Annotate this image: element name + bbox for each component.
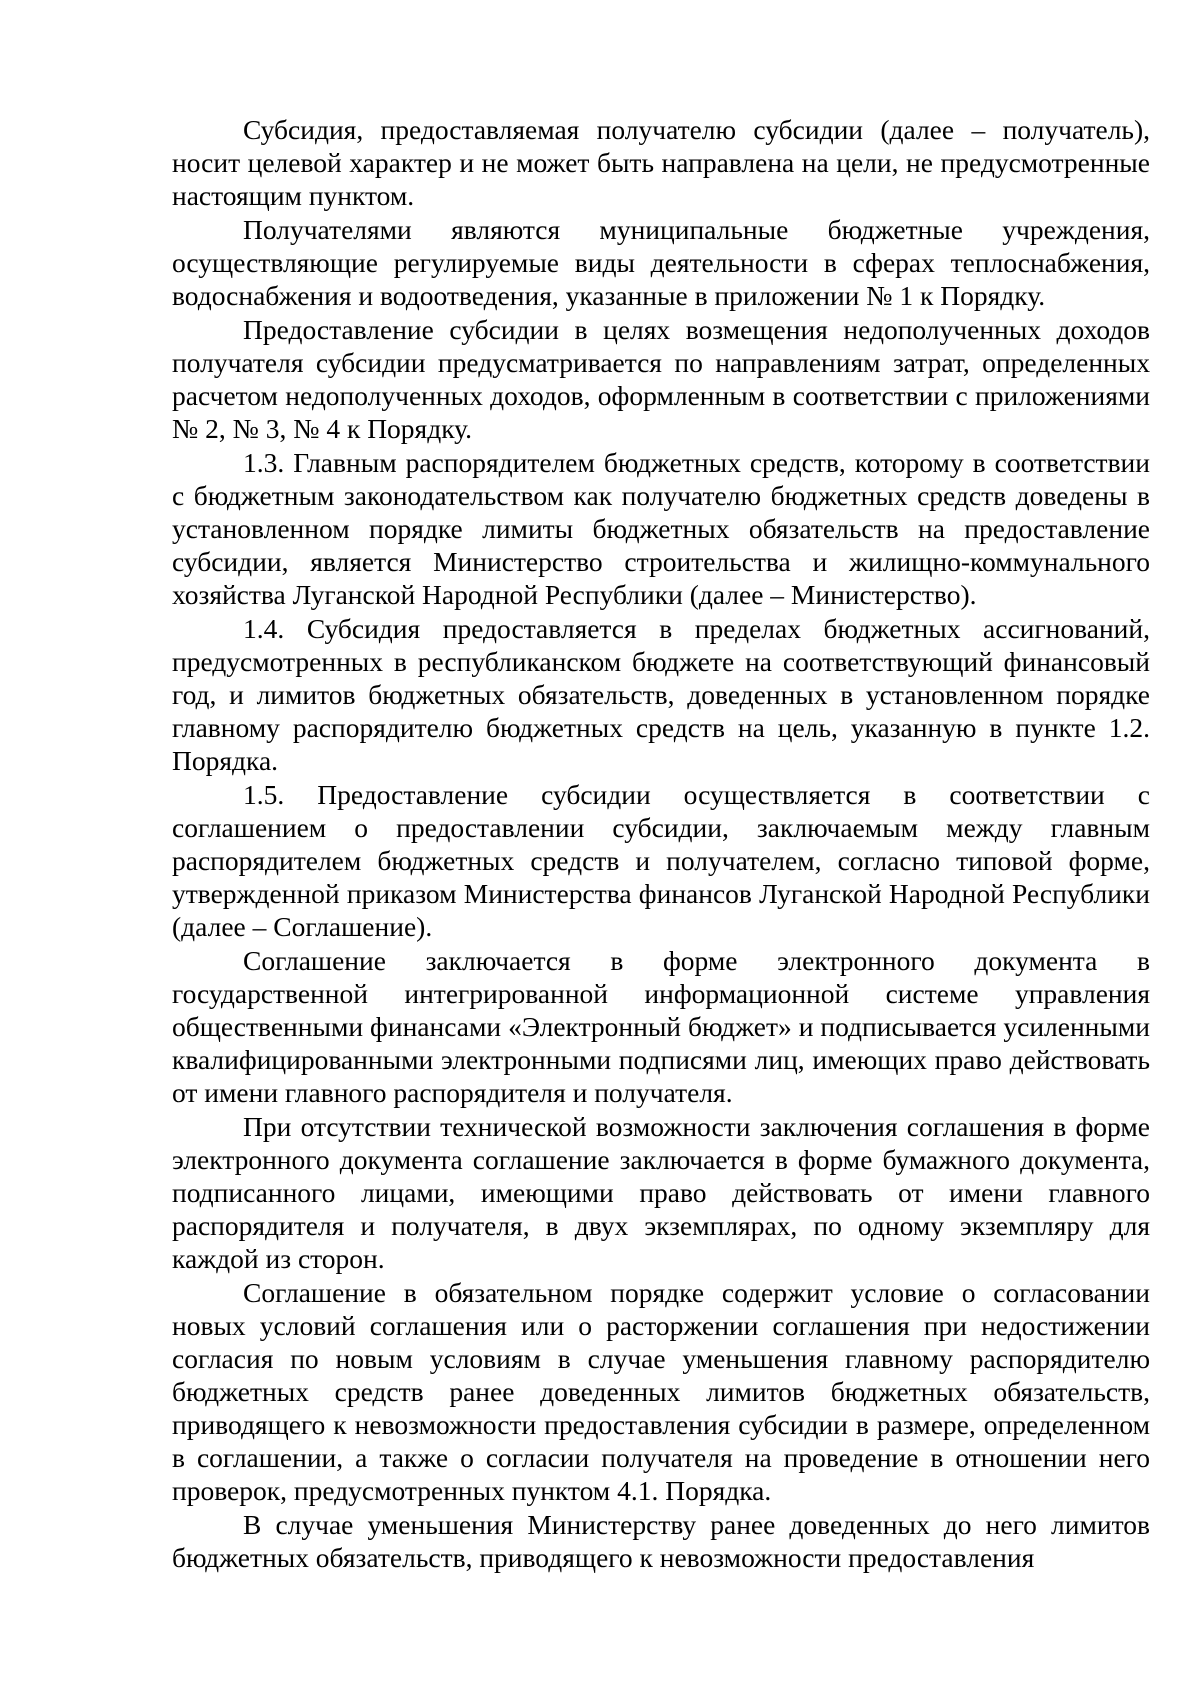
paragraph-1-3-main-manager: 1.3. Главным распорядителем бюджетных средств, которому в соответствии с бюджетным законодательством как получателю бюджетных средств доведены в установленном порядке лимиты бюджетных обязательств на предоставление субсидии, является Министерство строительства и жилищно-коммунального хозяйства Луганской Народной Республики (далее – Министерство). (172, 447, 1150, 610)
paragraph-subsidy-purpose: Субсидия, предоставляемая получателю субсидии (далее – получатель), носит целевой характер и не может быть направлена на цели, не предусмотренные настоящим пунктом. (172, 114, 1150, 211)
paragraph-agreement-conditions: Соглашение в обязательном порядке содержит условие о согласовании новых условий соглашения или о расторжении соглашения при недостижении согласия по новым условиям в случае уменьшения главному распорядителю бюджетных средств ранее доведенных лимитов бюджетных обязательств, приводящего к невозможности предоставления субсидии в размере, определенном в соглашении, а также о согласии получателя на проведение в отношении него проверок, предусмотренных пунктом 4.1. Порядка. (172, 1277, 1150, 1506)
paragraph-1-4-budget-limits: 1.4. Субсидия предоставляется в пределах бюджетных ассигнований, предусмотренных в республиканском бюджете на соответствующий финансовый год, и лимитов бюджетных обязательств, доведенных в установленном порядке главному распорядителю бюджетных средств на цель, указанную в пункте 1.2. Порядка. (172, 613, 1150, 776)
document-page (172, 113, 1150, 1575)
paragraph-electronic-agreement: Соглашение заключается в форме электронного документа в государственной интегрированной информационной системе управления общественными финансами «Электронный бюджет» и подписывается усиленными квалифицированными электронными подписями лиц, имеющих право действовать от имени главного распорядителя и получателя. (172, 945, 1150, 1108)
paragraph-1-5-agreement: 1.5. Предоставление субсидии осуществляется в соответствии с соглашением о предоставлении субсидии, заключаемым между главным распорядителем бюджетных средств и получателем, согласно типовой форме, утвержденной приказом Министерства финансов Луганской Народной Республики (далее – Соглашение). (172, 779, 1150, 942)
paragraph-limit-reduction: В случае уменьшения Министерству ранее доведенных до него лимитов бюджетных обязательств, приводящего к невозможности предоставления (172, 1509, 1150, 1573)
paragraph-paper-agreement: При отсутствии технической возможности заключения соглашения в форме электронного документа соглашение заключается в форме бумажного документа, подписанного лицами, имеющими право действовать от имени главного распорядителя и получателя, в двух экземплярах, по одному экземпляру для каждой из сторон. (172, 1111, 1150, 1274)
paragraph-recipients: Получателями являются муниципальные бюджетные учреждения, осуществляющие регулируемые виды деятельности в сферах теплоснабжения, водоснабжения и водоотведения, указанные в приложении № 1 к Порядку. (172, 214, 1150, 311)
paragraph-compensation: Предоставление субсидии в целях возмещения недополученных доходов получателя субсидии предусматривается по направлениям затрат, определенных расчетом недополученных доходов, оформленным в соответствии с приложениями № 2, № 3, № 4 к Порядку. (172, 314, 1150, 444)
